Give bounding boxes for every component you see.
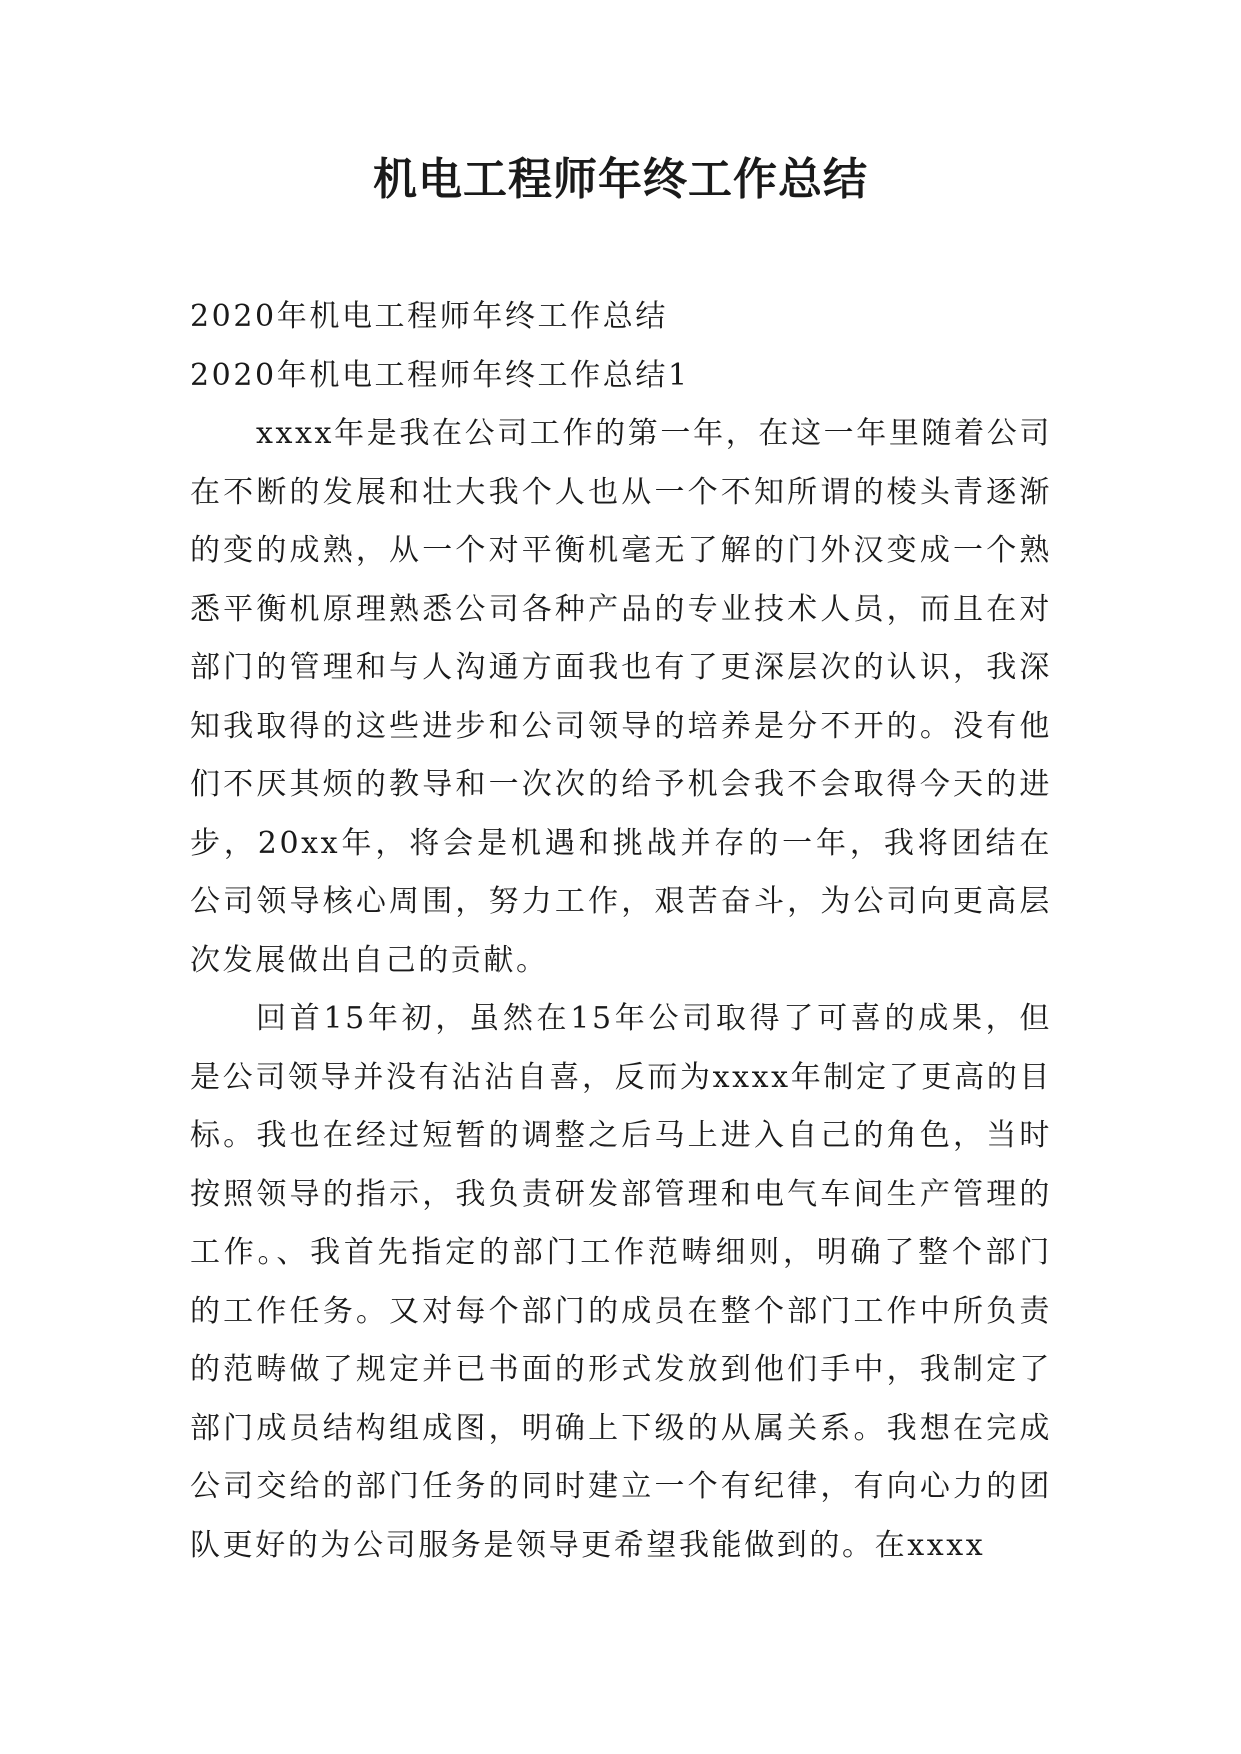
paragraph-1: xxxx年是我在公司工作的第一年，在这一年里随着公司在不断的发展和壮大我个人也从一个不知所谓的棱头青逐渐的变的成熟，从一个对平衡机毫无了解的门外汉变成一个熟悉平衡机原理熟悉公司各种产品的专业技术人员，而且在对部门的管理和与人沟通方面我也有了更深层次的认识，我深知我取得的这些进步和公司领导的培养是分不开的。没有他们不厌其烦的教导和一次次的给予机会我不会取得今天的进步，20xx年，将会是机遇和挑战并存的一年，我将团结在公司领导核心周围，努力工作，艰苦奋斗，为公司向更高层次发展做出自己的贡献。 [190, 416, 1052, 978]
document-subtitle: 2020年机电工程师年终工作总结 [190, 299, 668, 334]
document-title: 机电工程师年终工作总结 [373, 154, 868, 205]
document-body [190, 288, 1052, 1575]
section-heading: 2020年机电工程师年终工作总结1 [190, 357, 690, 393]
paragraph-2: 回首15年初，虽然在15年公司取得了可喜的成果，但是公司领导并没有沾沾自喜，反而为xxxx年制定了更高的目标。我也在经过短暂的调整之后马上进入自己的角色，当时按照领导的指示，我负责研发部管理和电气车间生产管理的工作。、我首先指定的部门工作范畴细则，明确了整个部门的工作任务。又对每个部门的成员在整个部门工作中所负责的范畴做了规定并已书面的形式发放到他们手中，我制定了部门成员结构组成图，明确上下级的从属关系。我想在完成公司交给的部门任务的同时建立一个有纪律，有向心力的团队更好的为公司服务是领导更希望我能做到的。在xxxx [190, 1001, 1052, 1563]
